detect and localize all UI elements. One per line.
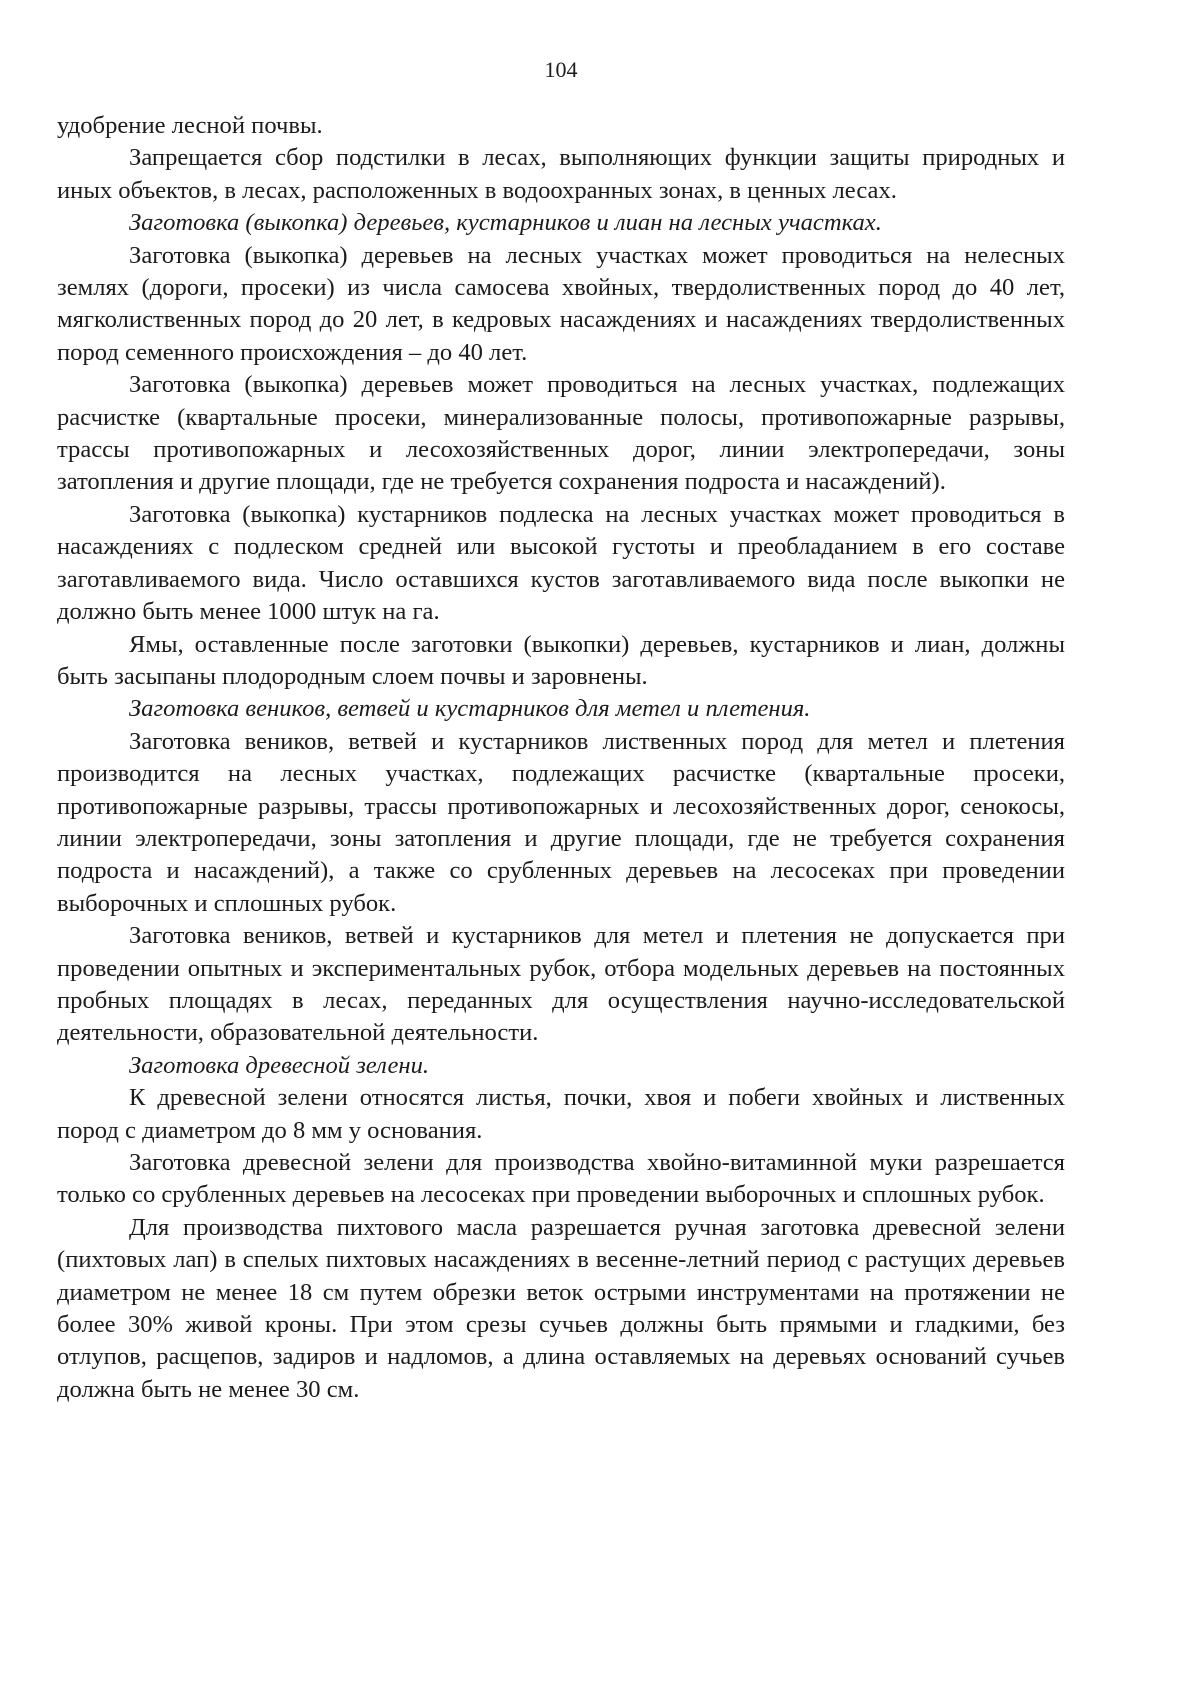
page-number: 104	[544, 57, 578, 82]
paragraph: К древесной зелени относятся листья, почки, хвоя и побеги хвойных и лиственных пород с диаметром до 8 мм у основания.	[57, 1084, 1065, 1144]
paragraph: Ямы, оставленные после заготовки (выкопки) деревьев, кустарников и лиан, должны быть засыпаны плодородным слоем почвы и заровнены.	[57, 630, 1065, 690]
paragraph: Заготовка веников, ветвей и кустарников для метел и плетения не допускается при проведении опытных и экспериментальных рубок, отбора модельных деревьев на постоянных пробных площадях в лесах, переданных для осуществления научно-исследовательской деятельности, образовательной деятельности.	[57, 922, 1065, 1047]
section-heading: Заготовка древесной зелени.	[129, 1051, 430, 1079]
paragraph: Заготовка веников, ветвей и кустарников лиственных пород для метел и плетения производится на лесных участках, подлежащих расчистке (квартальные просеки, противопожарные разрывы, трассы противопожарных и лесохозяйственных дорог, сенокосы, линии электропередачи, зоны затопления и другие площади, где не требуется сохранения подроста и насаждений), а также со срубленных деревьев на лесосеках при проведении выборочных и сплошных рубок.	[57, 727, 1065, 917]
paragraph: Заготовка (выкопка) деревьев на лесных участках может проводиться на нелесных землях (дороги, просеки) из числа самосева хвойных, твердолиственных пород до 40 лет, мягколиственных пород до 20 лет, в кедровых насаждениях и насаждениях твердолиственных пород семенного происхождения – до 40 лет.	[57, 241, 1065, 366]
continuation-text: удобрение лесной почвы.	[57, 112, 323, 139]
section-heading: Заготовка (выкопка) деревьев, кустарников и лиан на лесных участках.	[129, 209, 882, 237]
paragraph: Заготовка (выкопка) кустарников подлеска на лесных участках может проводиться в насаждениях с подлеском средней или высокой густоты и преобладанием в его составе заготавливаемого вида. Число оставшихся кустов заготавливаемого вида после выкопки не должно быть менее 1000 штук на га.	[57, 500, 1065, 626]
paragraph: Заготовка древесной зелени для производства хвойно-витаминной муки разрешается только со срубленных деревьев на лесосеках при проведении выборочных и сплошных рубок.	[57, 1149, 1065, 1209]
section-heading: Заготовка веников, ветвей и кустарников для метел и плетения.	[129, 695, 811, 723]
document-page	[57, 0, 1065, 1406]
paragraph: Запрещается сбор подстилки в лесах, выполняющих функции защиты природных и иных объектов, в лесах, расположенных в водоохранных зонах, в ценных лесах.	[57, 144, 1065, 204]
paragraph: Для производства пихтового масла разрешается ручная заготовка древесной зелени (пихтовых лап) в спелых пихтовых насаждениях в весенне-летний период с растущих деревьев диаметром не менее 18 см путем обрезки веток острыми инструментами на протяжении не более 30% живой кроны. При этом срезы сучьев должны быть прямыми и гладкими, без отлупов, расщепов, задиров и надломов, а длина оставляемых на деревьях оснований сучьев должна быть не менее 30 см.	[57, 1213, 1065, 1403]
paragraph: Заготовка (выкопка) деревьев может проводиться на лесных участках, подлежащих расчистке (квартальные просеки, минерализованные полосы, противопожарные разрывы, трассы противопожарных и лесохозяйственных дорог, линии электропередачи, зоны затопления и другие площади, где не требуется сохранения подроста и насаждений).	[57, 371, 1065, 496]
